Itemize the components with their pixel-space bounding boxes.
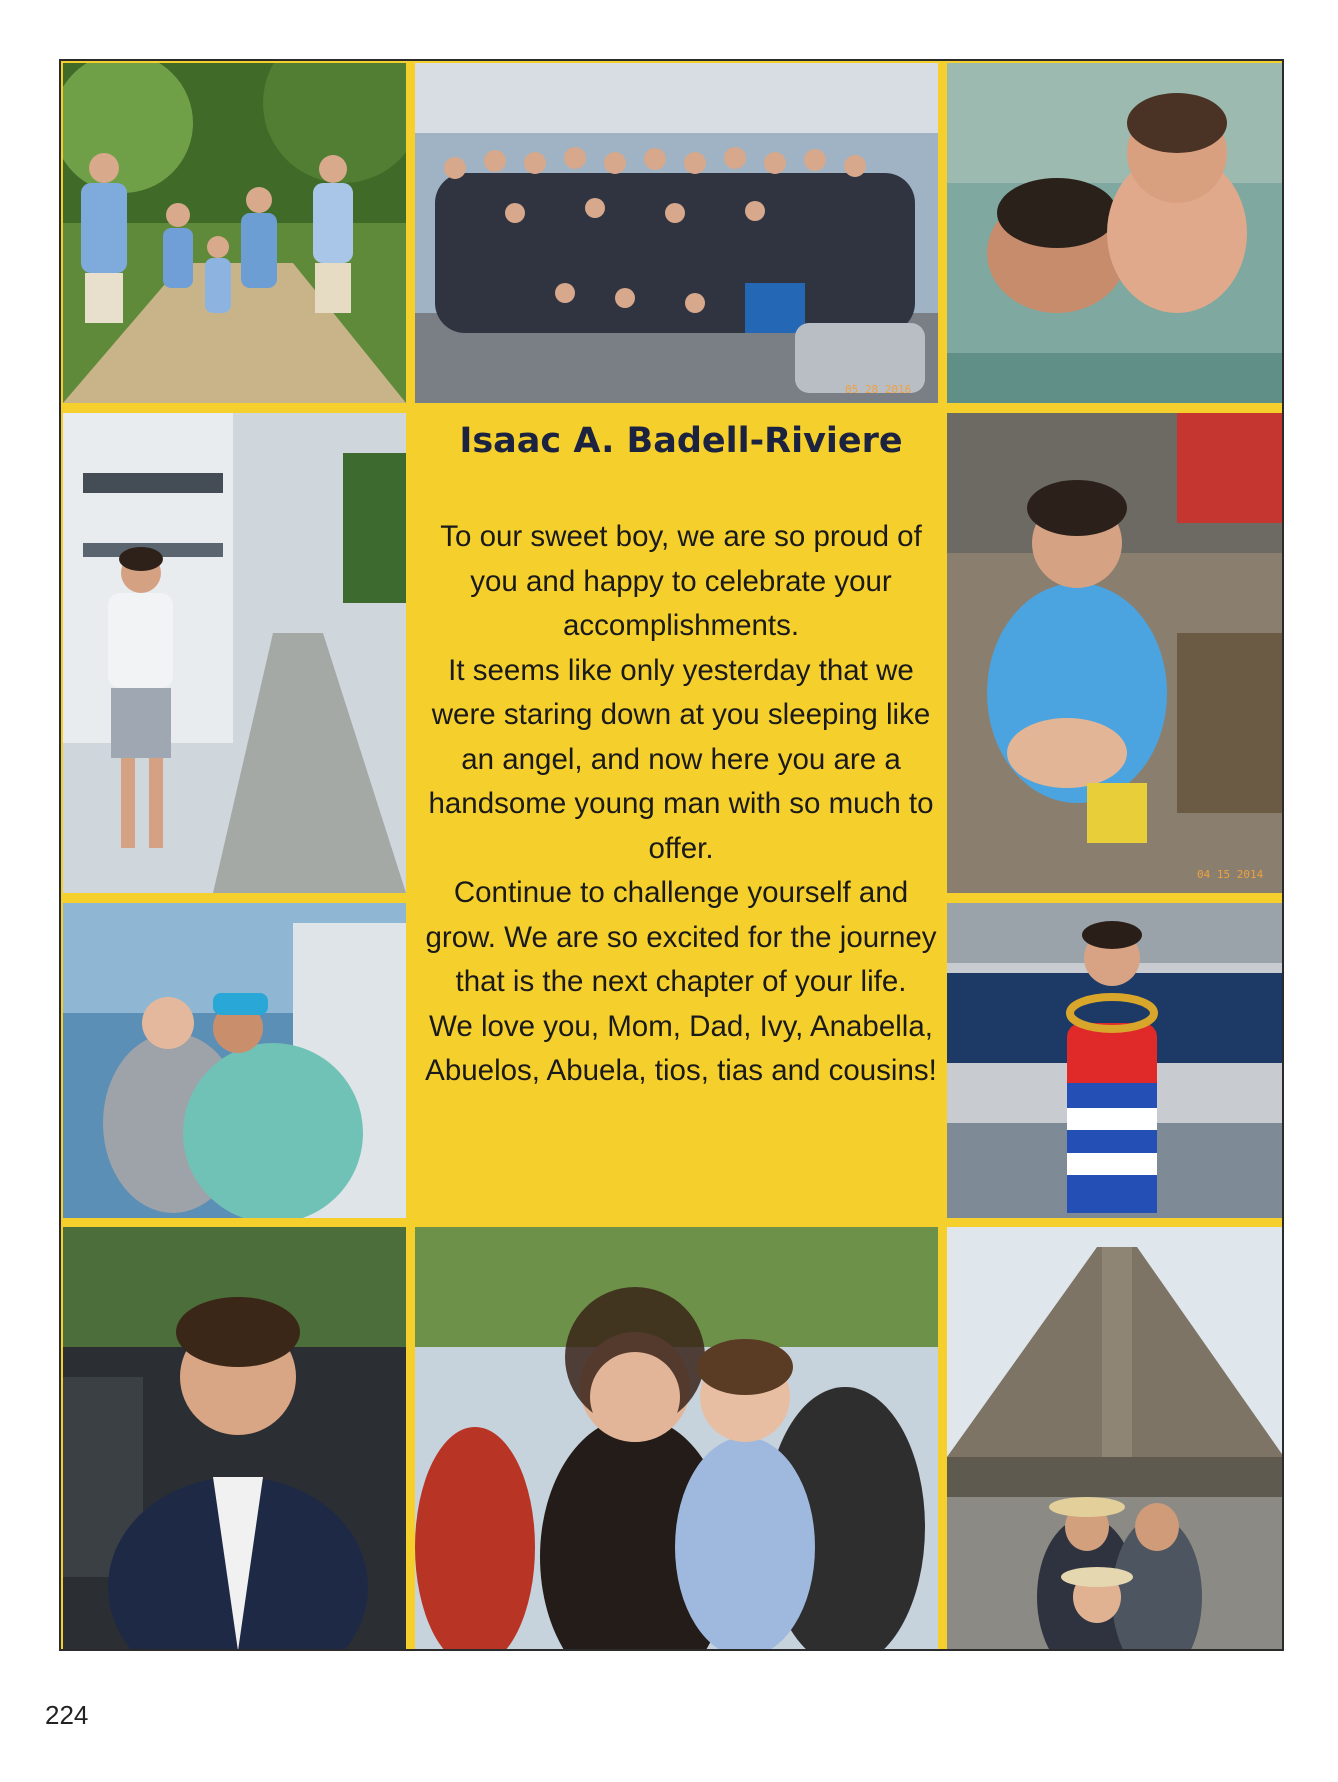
tribute-message-panel — [415, 407, 947, 1227]
photo-boy-in-car — [63, 1227, 406, 1651]
photo-wrestler-gym — [947, 903, 1284, 1218]
photo-family-walk — [63, 63, 406, 403]
tribute-message: To our sweet boy, we are so proud of you and happy to celebrate your accomplishments. It seems like only yesterday that we were staring down at you sleeping like an angel, and now here you are a handsome young man with so much to offer. Continue to challenge yourself and grow. We are so excited for the journey that is the next chapter of your life. We love you, Mom, Dad, Ivy, Anabella, Abuelos, Abuela, tios, tias and cousins! — [425, 520, 937, 1087]
photo-mom-with-toddler — [415, 1227, 938, 1651]
student-name-heading: Isaac A. Badell-Riviere — [459, 421, 903, 461]
page-number: 224 — [45, 1700, 89, 1730]
photo-pool-dad-son — [947, 63, 1284, 403]
photo-bowling-party — [415, 63, 938, 403]
photo-date-stamp: 05 28 2016 — [845, 383, 912, 396]
photo-grandpa-hug — [63, 903, 406, 1218]
photo-date-stamp: 04 15 2014 — [1197, 868, 1264, 881]
photo-boy-on-dock — [63, 413, 406, 893]
photo-pyramid-visit — [947, 1227, 1284, 1651]
photo-boy-on-beach — [947, 413, 1284, 893]
yearbook-page-frame — [59, 59, 1284, 1651]
